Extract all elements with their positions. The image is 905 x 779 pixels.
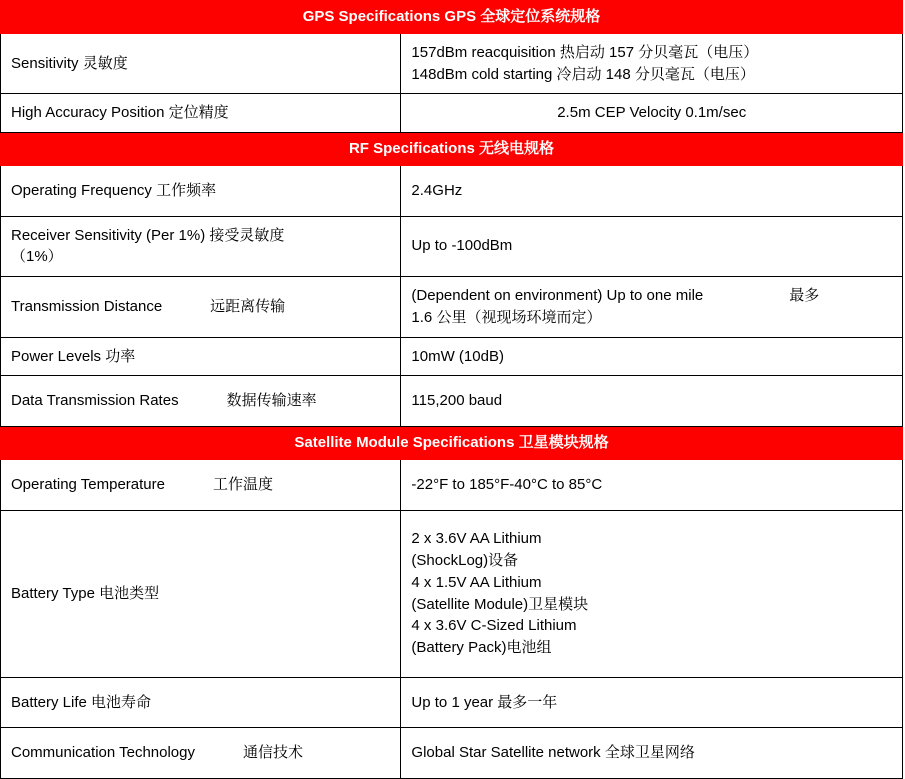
row-label-operating-temperature (1, 459, 401, 510)
transmission-distance-value-cn-prefix: 最多 (789, 287, 820, 304)
row-label-communication-technology (1, 728, 401, 779)
table-row-operating-frequency (1, 165, 903, 216)
data-transmission-rates-label-cn: 数据传输速率 (226, 392, 317, 410)
section-header-satellite-module-label-cn: 卫星模块规格 (518, 434, 609, 451)
row-label-operating-frequency: Operating Frequency 工作频率 (1, 165, 401, 216)
row-label-sensitivity: Sensitivity 灵敏度 (1, 33, 401, 94)
row-value-battery-type (401, 510, 903, 677)
row-value-communication-technology: Global Star Satellite network 全球卫星网络 (401, 728, 903, 779)
row-value-battery-life: Up to 1 year 最多一年 (401, 677, 903, 728)
section-header-gps-cell (1, 1, 903, 34)
communication-technology-label-en: Communication Technology (11, 744, 195, 762)
section-header-satellite-module (1, 427, 903, 460)
receiver-sensitivity-label-line-1: Receiver Sensitivity (Per 1%) 接受灵敏度 (11, 226, 285, 244)
section-header-rf-cell (1, 133, 903, 166)
section-header-gps (1, 1, 903, 34)
battery-type-value-line-4: (Satellite Module)卫星模块 (411, 595, 589, 613)
row-value-transmission-distance (401, 277, 903, 338)
battery-type-value-line-6: (Battery Pack)电池组 (411, 639, 552, 656)
section-header-satellite-module-cell (1, 427, 903, 460)
transmission-distance-value-line-1 (411, 285, 892, 307)
receiver-sensitivity-label-line-2: （1%） (11, 248, 63, 266)
section-header-satellite-module-label-en: Satellite Module Specifications (294, 434, 515, 451)
row-label-transmission-distance (1, 277, 401, 338)
transmission-distance-label-cn: 远距离传输 (210, 297, 286, 315)
transmission-distance-value-line-2: 1.6 公里（视现场环境而定） (411, 308, 602, 326)
operating-temperature-label-cn: 工作温度 (212, 475, 273, 493)
row-label-data-transmission-rates (1, 376, 401, 427)
table-row-transmission-distance (1, 277, 903, 338)
battery-type-value-line-2: (ShockLog)设备 (411, 552, 519, 569)
row-label-high-accuracy-position: High Accuracy Position 定位精度 (1, 94, 401, 133)
battery-type-value-line-3: 4 x 1.5V AA Lithium (411, 573, 542, 591)
battery-type-value-line-5: 4 x 3.6V C-Sized Lithium (411, 617, 577, 635)
row-label-battery-life: Battery Life 电池寿命 (1, 677, 401, 728)
data-transmission-rates-label-en: Data Transmission Rates (11, 392, 179, 410)
row-label-receiver-sensitivity (1, 216, 401, 277)
sensitivity-value-line-1: 157dBm reacquisition 热启动 157 分贝毫瓦（电压） (411, 43, 759, 61)
communication-technology-label-cn: 通信技术 (243, 744, 304, 762)
table-row-high-accuracy-position (1, 94, 903, 133)
section-header-rf-label-en: RF Specifications (348, 140, 475, 157)
row-label-battery-type: Battery Type 电池类型 (1, 510, 401, 677)
row-value-receiver-sensitivity: Up to -100dBm (401, 216, 903, 277)
row-value-operating-temperature: -22°F to 185°F-40°C to 85°C (401, 459, 903, 510)
table-row-operating-temperature (1, 459, 903, 510)
row-value-high-accuracy-position: 2.5m CEP Velocity 0.1m/sec (401, 94, 903, 133)
row-label-power-levels: Power Levels 功率 (1, 337, 401, 376)
sensitivity-value-line-2: 148dBm cold starting 冷启动 148 分贝毫瓦（电压） (411, 65, 755, 83)
transmission-distance-label-en: Transmission Distance (11, 297, 163, 315)
battery-type-value-line-1: 2 x 3.6V AA Lithium (411, 530, 542, 548)
transmission-distance-value-en: (Dependent on environment) Up to one mile (411, 287, 704, 304)
section-header-gps-label-en: GPS Specifications GPS (302, 8, 477, 25)
table-row-receiver-sensitivity (1, 216, 903, 277)
row-value-power-levels: 10mW (10dB) (401, 337, 903, 376)
row-value-data-transmission-rates: 115,200 baud (401, 376, 903, 427)
table-row-data-transmission-rates (1, 376, 903, 427)
section-header-gps-label-cn: 全球定位系统规格 (480, 8, 601, 25)
section-header-rf (1, 133, 903, 166)
operating-temperature-label-en: Operating Temperature (11, 475, 165, 493)
table-row-battery-life (1, 677, 903, 728)
table-row-battery-type (1, 510, 903, 677)
row-value-operating-frequency: 2.4GHz (401, 165, 903, 216)
section-header-rf-label-cn: 无线电规格 (479, 140, 555, 157)
table-row-communication-technology (1, 728, 903, 779)
row-value-sensitivity (401, 33, 903, 94)
table-row-sensitivity (1, 33, 903, 94)
table-row-power-levels (1, 337, 903, 376)
